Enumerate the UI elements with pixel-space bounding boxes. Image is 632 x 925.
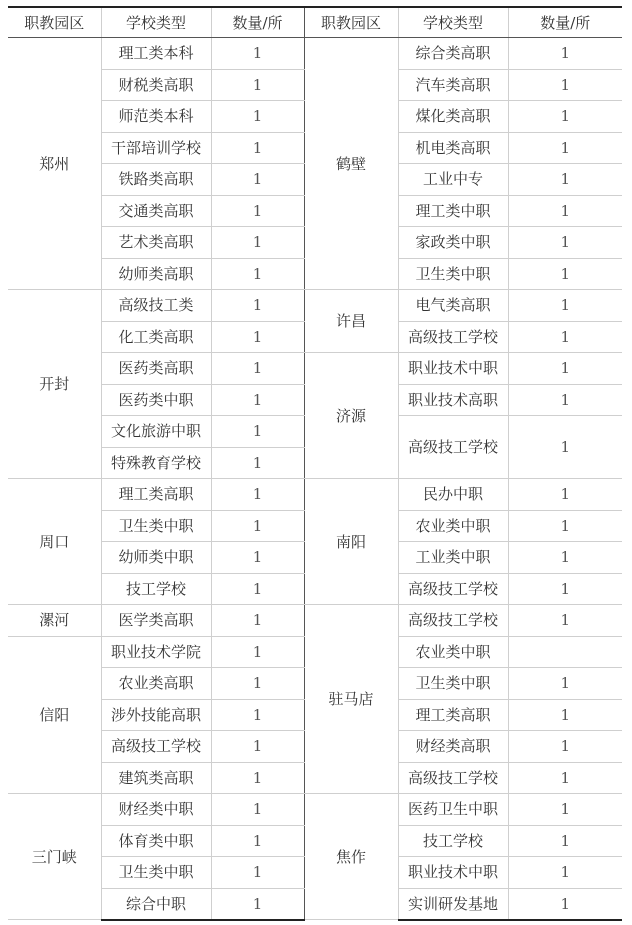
zone-cell: 驻马店 <box>304 605 398 794</box>
count-cell: 1 <box>508 605 622 637</box>
count-cell: 1 <box>508 384 622 416</box>
school-type-cell: 幼师类中职 <box>101 542 211 574</box>
school-type-cell: 医学类高职 <box>101 605 211 637</box>
count-cell: 1 <box>508 101 622 133</box>
count-cell: 1 <box>211 794 304 826</box>
count-cell: 1 <box>211 290 304 322</box>
count-cell: 1 <box>211 321 304 353</box>
school-type-cell: 高级技工学校 <box>398 605 508 637</box>
school-type-cell: 理工类本科 <box>101 38 211 70</box>
count-cell: 1 <box>508 794 622 826</box>
school-type-cell: 理工类中职 <box>398 195 508 227</box>
count-cell: 1 <box>211 668 304 700</box>
table-row <box>8 290 622 322</box>
school-type-cell: 工业类中职 <box>398 542 508 574</box>
school-type-cell: 卫生类中职 <box>398 258 508 290</box>
school-type-cell: 医药类中职 <box>101 384 211 416</box>
school-type-cell: 职业技术中职 <box>398 857 508 889</box>
count-cell: 1 <box>211 542 304 574</box>
header-type-left: 学校类型 <box>101 7 211 38</box>
school-type-cell: 职业技术中职 <box>398 353 508 385</box>
school-type-cell: 高级技工类 <box>101 290 211 322</box>
zone-cell: 济源 <box>304 353 398 479</box>
school-type-cell: 电气类高职 <box>398 290 508 322</box>
zone-cell: 漯河 <box>8 605 101 637</box>
zone-cell: 周口 <box>8 479 101 605</box>
school-type-cell: 体育类中职 <box>101 825 211 857</box>
count-cell: 1 <box>508 573 622 605</box>
zone-cell: 南阳 <box>304 479 398 605</box>
zone-cell: 开封 <box>8 290 101 479</box>
count-cell: 1 <box>211 227 304 259</box>
school-type-cell: 煤化类高职 <box>398 101 508 133</box>
school-type-cell: 农业类中职 <box>398 510 508 542</box>
count-cell: 1 <box>508 762 622 794</box>
school-type-cell: 高级技工学校 <box>398 321 508 353</box>
count-cell: 1 <box>211 605 304 637</box>
count-cell <box>508 636 622 668</box>
school-type-cell: 铁路类高职 <box>101 164 211 196</box>
count-cell: 1 <box>508 857 622 889</box>
header-row <box>8 7 622 38</box>
school-type-cell: 职业技术高职 <box>398 384 508 416</box>
table-row <box>8 605 622 637</box>
zone-cell: 三门峡 <box>8 794 101 920</box>
school-type-cell: 艺术类高职 <box>101 227 211 259</box>
count-cell: 1 <box>211 38 304 70</box>
count-cell: 1 <box>508 542 622 574</box>
count-cell: 1 <box>508 164 622 196</box>
school-type-cell: 民办中职 <box>398 479 508 511</box>
count-cell: 1 <box>508 290 622 322</box>
zone-cell: 许昌 <box>304 290 398 353</box>
school-type-cell: 卫生类中职 <box>101 510 211 542</box>
count-cell: 1 <box>211 132 304 164</box>
count-cell: 1 <box>211 888 304 920</box>
school-type-cell: 实训研发基地 <box>398 888 508 920</box>
count-cell: 1 <box>211 825 304 857</box>
school-type-cell: 综合中职 <box>101 888 211 920</box>
count-cell: 1 <box>211 101 304 133</box>
count-cell: 1 <box>211 479 304 511</box>
count-cell: 1 <box>211 510 304 542</box>
school-type-cell: 交通类高职 <box>101 195 211 227</box>
count-cell: 1 <box>211 416 304 448</box>
count-cell: 1 <box>508 699 622 731</box>
school-type-cell: 建筑类高职 <box>101 762 211 794</box>
count-cell: 1 <box>211 762 304 794</box>
school-type-cell: 家政类中职 <box>398 227 508 259</box>
zone-cell: 郑州 <box>8 38 101 290</box>
school-type-cell: 技工学校 <box>398 825 508 857</box>
count-cell: 1 <box>211 573 304 605</box>
count-cell: 1 <box>508 258 622 290</box>
zone-cell: 鹤壁 <box>304 38 398 290</box>
count-cell: 1 <box>508 416 622 479</box>
school-type-cell: 医药卫生中职 <box>398 794 508 826</box>
school-type-cell: 财税类高职 <box>101 69 211 101</box>
vocational-school-table <box>8 6 622 921</box>
school-type-cell: 卫生类中职 <box>101 857 211 889</box>
count-cell: 1 <box>211 731 304 763</box>
count-cell: 1 <box>508 227 622 259</box>
school-type-cell: 高级技工学校 <box>398 762 508 794</box>
header-zone-right: 职教园区 <box>304 7 398 38</box>
count-cell: 1 <box>508 510 622 542</box>
count-cell: 1 <box>508 132 622 164</box>
count-cell: 1 <box>508 321 622 353</box>
school-type-cell: 干部培训学校 <box>101 132 211 164</box>
school-type-cell: 汽车类高职 <box>398 69 508 101</box>
count-cell: 1 <box>508 195 622 227</box>
count-cell: 1 <box>211 384 304 416</box>
school-type-cell: 卫生类中职 <box>398 668 508 700</box>
school-type-cell: 机电类高职 <box>398 132 508 164</box>
header-type-right: 学校类型 <box>398 7 508 38</box>
count-cell: 1 <box>508 888 622 920</box>
school-type-cell: 高级技工学校 <box>398 573 508 605</box>
count-cell: 1 <box>508 38 622 70</box>
table-row <box>8 353 622 385</box>
school-type-cell: 高级技工学校 <box>101 731 211 763</box>
count-cell: 1 <box>211 699 304 731</box>
count-cell: 1 <box>211 164 304 196</box>
count-cell: 1 <box>508 668 622 700</box>
count-cell: 1 <box>211 353 304 385</box>
school-type-cell: 师范类本科 <box>101 101 211 133</box>
count-cell: 1 <box>211 258 304 290</box>
school-type-cell: 财经类高职 <box>398 731 508 763</box>
school-type-cell: 医药类高职 <box>101 353 211 385</box>
count-cell: 1 <box>211 195 304 227</box>
table-row <box>8 38 622 70</box>
school-type-cell: 高级技工学校 <box>398 416 508 479</box>
school-type-cell: 工业中专 <box>398 164 508 196</box>
count-cell: 1 <box>211 857 304 889</box>
count-cell: 1 <box>211 69 304 101</box>
school-type-cell: 综合类高职 <box>398 38 508 70</box>
header-zone-left: 职教园区 <box>8 7 101 38</box>
count-cell: 1 <box>508 479 622 511</box>
count-cell: 1 <box>508 69 622 101</box>
school-type-cell: 化工类高职 <box>101 321 211 353</box>
table-row <box>8 479 622 511</box>
count-cell: 1 <box>508 353 622 385</box>
count-cell: 1 <box>508 825 622 857</box>
school-type-cell: 农业类中职 <box>398 636 508 668</box>
count-cell: 1 <box>211 636 304 668</box>
school-type-cell: 技工学校 <box>101 573 211 605</box>
school-type-cell: 职业技术学院 <box>101 636 211 668</box>
school-type-cell: 理工类高职 <box>101 479 211 511</box>
count-cell: 1 <box>211 447 304 479</box>
school-type-cell: 文化旅游中职 <box>101 416 211 448</box>
school-type-cell: 特殊教育学校 <box>101 447 211 479</box>
zone-cell: 焦作 <box>304 794 398 920</box>
school-type-cell: 财经类中职 <box>101 794 211 826</box>
zone-cell: 信阳 <box>8 636 101 794</box>
school-type-cell: 农业类高职 <box>101 668 211 700</box>
header-count-left: 数量/所 <box>211 7 304 38</box>
school-type-cell: 幼师类高职 <box>101 258 211 290</box>
school-type-cell: 涉外技能高职 <box>101 699 211 731</box>
count-cell: 1 <box>508 731 622 763</box>
table-row <box>8 794 622 826</box>
school-type-cell: 理工类高职 <box>398 699 508 731</box>
header-count-right: 数量/所 <box>508 7 622 38</box>
